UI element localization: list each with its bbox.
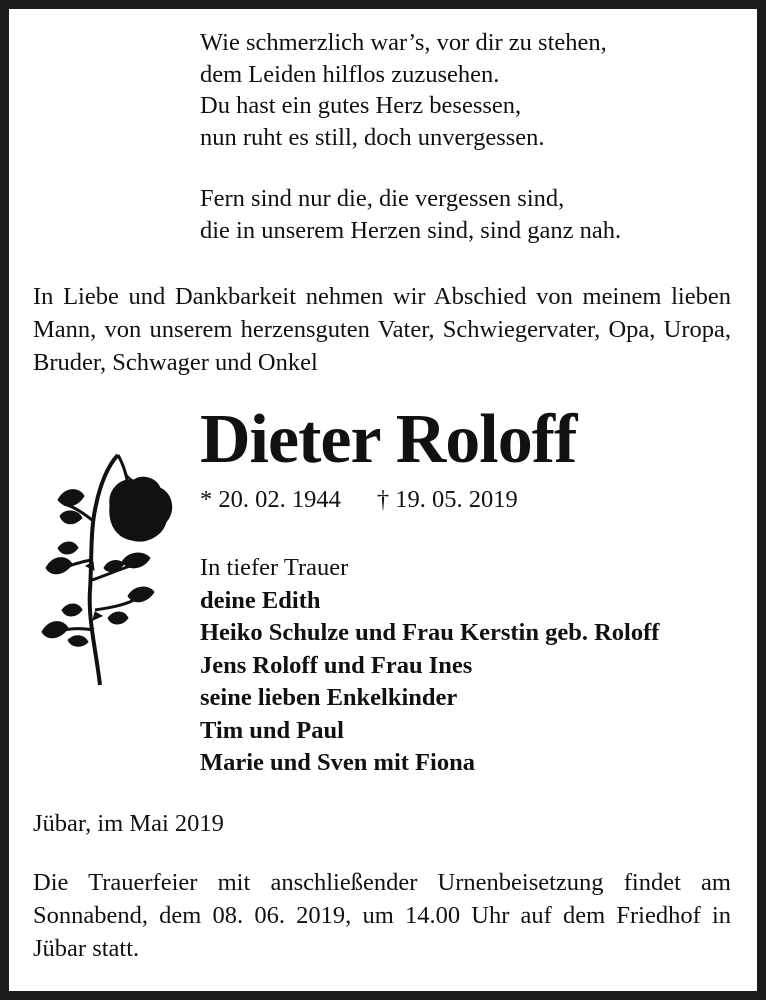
mourners-lead: In tiefer Trauer bbox=[200, 554, 349, 581]
poem-stanza-2 bbox=[200, 183, 740, 246]
poem bbox=[200, 27, 740, 246]
ceremony-notice: Die Trauerfeier mit anschließender Urnenbeisetzung findet am Sonnabend, dem 08. 06. 2019, um 14.00 Uhr auf dem Friedhof in Jübar statt. bbox=[33, 869, 731, 962]
rose-icon bbox=[38, 450, 178, 690]
mourner-name: Heiko Schulze und Frau Kerstin geb. Roloff bbox=[200, 619, 660, 646]
mourner-name: Tim und Paul bbox=[200, 716, 344, 744]
place-date: Jübar, im Mai 2019 bbox=[33, 810, 224, 837]
mourners-list bbox=[200, 552, 745, 780]
mourner-name: Marie und Sven mit Fiona bbox=[200, 749, 475, 776]
intro-text: In Liebe und Dankbarkeit nehmen wir Abschied von meinem lieben Mann, von unserem herzensguten Vater, Schwiegervater, Opa, Uropa, Bruder, Schwager und Onkel bbox=[33, 283, 731, 376]
poem-line: die in unserem Herzen sind, sind ganz nah. bbox=[200, 216, 622, 244]
poem-line: Fern sind nur die, die vergessen sind, bbox=[200, 185, 565, 212]
mourner-name: deine Edith bbox=[200, 586, 321, 614]
death-date: † 19. 05. 2019 bbox=[376, 486, 518, 513]
poem-line: Wie schmerzlich war’s, vor dir zu stehen, bbox=[200, 29, 607, 56]
life-dates bbox=[200, 484, 518, 516]
mourner-name: Jens Roloff und Frau Ines bbox=[200, 651, 473, 679]
mourner-name: seine lieben Enkelkinder bbox=[200, 684, 458, 711]
deceased-name: Dieter Roloff bbox=[200, 401, 577, 478]
poem-line: nun ruht es still, doch unvergessen. bbox=[200, 123, 545, 151]
poem-line: Du hast ein gutes Herz besessen, bbox=[200, 92, 522, 119]
poem-stanza-1 bbox=[200, 27, 740, 153]
birth-date: * 20. 02. 1944 bbox=[200, 486, 341, 513]
poem-line: dem Leiden hilflos zuzusehen. bbox=[200, 60, 500, 88]
